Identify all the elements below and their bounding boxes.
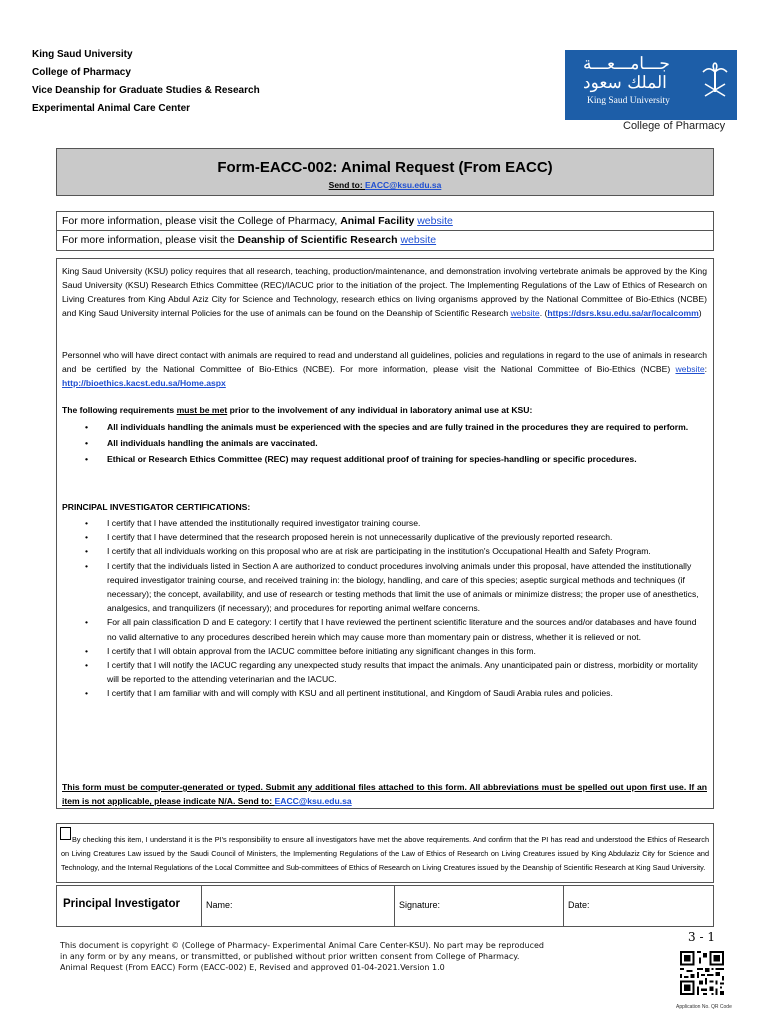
bullet-icon: • [85, 518, 89, 528]
policy-website-link[interactable]: website [510, 308, 540, 318]
certification-text: I certify that I will obtain approval from the IACUC committee before initiating any significant changes in this form. [107, 645, 536, 656]
header-line-deanship: Vice Deanship for Graduate Studies & Research [32, 85, 260, 96]
ksu-logo-arabic-line1: جـــامـــعـــة [583, 54, 670, 74]
certification-text: I certify that I am familiar with and will comply with KSU and all pertinent institutional, and Kingdom of Saudi Arabia rules and policies. [107, 688, 613, 699]
info-row-animal-facility [57, 212, 713, 231]
form-title-box [56, 148, 714, 196]
qr-caption: Application No. QR Code [676, 1004, 732, 1010]
requirements-list [85, 419, 705, 467]
name-label: Name: [206, 900, 233, 910]
bioethics-url-link[interactable]: http://bioethics.kacst.edu.sa/Home.aspx [62, 378, 226, 388]
ksu-logo-english: King Saud University [587, 96, 670, 106]
personnel-paragraph [62, 348, 707, 390]
date-field[interactable] [564, 886, 712, 926]
list-item [85, 516, 703, 530]
info-row1-prefix: For more information, please visit the College of Pharmacy, [62, 215, 341, 227]
acknowledgement-box [56, 823, 714, 883]
acknowledgement-text: By checking this item, I understand it is the PI's responsibility to ensure all investigators have met the above requirements. And confirm that the PI has read and understood the Ethics of Research on Living Creatures Law issued by the Saudi Council of Ministers, the Implementing Regulations of the Law of Ethics of Research on Living Creatures issued by King Abdulaziz City for Science and Technology, and the Internal Regulations of the Local Committee and Sub-committees of Ethics of Research on Living Creatures issued by the Deanship of Scientific Research at King Saud University. [61, 835, 709, 873]
send-to-email-link[interactable]: EACC@ksu.edu.sa [365, 180, 442, 190]
ksu-logo-arabic-line2: الملك سعود [583, 73, 667, 93]
policy-paragraph-text: King Saud University (KSU) policy requires that all research, teaching, production/maintenance, and demonstration involving vertebrate animals be approved by the King Saud University (KSU) Research Ethics Committee (REC)/IACUC prior to the initiation of the project. The Implementing Regulations of the Law of Ethics of Research on Living Creatures from King Abdul Aziz City for Science and Technology, research ethics on living organisms approved by the National Committee of Bio-Ethics (NCBE) and King Saud University internal Policies for the use of animals can be found on the Deanship of Scientific Research [62, 266, 707, 318]
signature-label: Signature: [399, 900, 441, 910]
copyright-line-3: Animal Request (From EACC) Form (EACC-002) E, Revised and approved 01-04-2021.Version 1.0 [60, 963, 445, 972]
list-item [85, 644, 703, 658]
list-item [85, 559, 703, 616]
bullet-icon: • [85, 660, 89, 671]
ksu-logo [565, 50, 737, 120]
info-links-box [56, 211, 714, 251]
list-item [85, 419, 705, 435]
copyright-line-2: in any form or by any means, or transmitted, or published without prior written consent from College of Pharmacy. [60, 952, 520, 961]
req-heading-underline: must be met [176, 405, 228, 415]
pi-certifications-heading: PRINCIPAL INVESTIGATOR CERTIFICATIONS: [62, 502, 251, 512]
animal-facility-website-link[interactable]: website [417, 215, 453, 227]
pi-label-cell [57, 886, 202, 926]
bullet-icon: • [85, 546, 89, 557]
bullet-icon: • [85, 532, 89, 543]
submission-note-text: This form must be computer-generated or typed. Submit any additional files attached to this form. All abbreviations must be spelled out upon first use. If an item is not applicable, please indicate N/A. Send to: [62, 782, 707, 806]
pi-label: Principal Investigator [63, 898, 180, 910]
policy-end-punct: ) [698, 308, 702, 318]
bullet-icon: • [85, 645, 89, 656]
list-item [85, 686, 703, 700]
header-line-center: Experimental Animal Care Center [32, 103, 191, 114]
date-label: Date: [568, 900, 590, 910]
req-heading-pre: The following requirements [62, 405, 177, 415]
send-to-label: Send to: [328, 180, 366, 190]
copyright-notice [60, 940, 620, 973]
bullet-icon: • [85, 438, 89, 448]
certifications-list [85, 516, 703, 701]
info-row2-prefix: For more information, please visit the [62, 234, 238, 246]
page-number: 3 - 1 [688, 930, 715, 944]
copyright-line-1: This document is copyright © (College of Pharmacy- Experimental Animal Care Center-KSU). No part may be reproduced [60, 941, 544, 950]
bullet-icon: • [85, 422, 89, 432]
policy-mid-punct: . ( [539, 308, 548, 318]
list-item [85, 544, 703, 558]
list-item [85, 435, 705, 451]
college-of-pharmacy-logo: College of Pharmacy [623, 120, 726, 132]
qr-code-icon [680, 951, 724, 995]
signature-field[interactable] [395, 886, 564, 926]
requirement-text: All individuals handling the animals are vaccinated. [107, 438, 318, 448]
certification-text: I certify that the individuals listed in Section A are authorized to conduct procedures involving animals under this proposal, have attended the institutionally required investigator training course, and received training in: the biology, handling, and care of this species; aseptic surgical methods and techniques (if necessary); the concept, availability, and use of research or testing methods that limit the use of animals or minimize distress; the proper use of anesthetics, analgesics, and tranquilizers (if necessary); and procedures for reporting animal welfare concerns. [107, 560, 699, 614]
certification-text: I certify that all individuals working on this proposal who are at risk are participating in the institution's Occupational Health and Safety Program. [107, 546, 651, 557]
bullet-icon: • [85, 454, 89, 464]
req-heading-post: prior to the involvement of any individual in laboratory animal use at KSU: [227, 405, 533, 415]
signature-table [56, 885, 714, 927]
policy-paragraph [62, 264, 707, 320]
certification-text: For all pain classification D and E category: I certify that I have reviewed the pertinent scientific literature and the sources and/or databases and have found no valid alternative to any procedures described herein which may cause more than momentary pain or distress, whether it is relieved or not. [107, 617, 697, 642]
header-line-university: King Saud University [32, 49, 133, 60]
certification-text: I certify that I have attended the institutionally required investigator training course. [107, 518, 421, 528]
submission-email-link[interactable]: EACC@ksu.edu.sa [274, 796, 352, 806]
info-row2-bold: Deanship of Scientific Research [237, 234, 398, 246]
policy-box [56, 258, 714, 809]
ksu-logo-arabic [583, 55, 670, 93]
info-row-deanship [57, 231, 713, 249]
dsrs-url-link[interactable]: https://dsrs.ksu.edu.sa/ar/localcomm [547, 308, 699, 318]
certification-text: I certify that I will notify the IACUC regarding any unexpected study results that impact the animals. Any unanticipated pain or distress, morbidity or mortality will be reported to the attending veterinarian and the IACUC. [107, 660, 698, 685]
deanship-website-link[interactable]: website [400, 234, 437, 246]
certification-text: I certify that I have determined that the research proposed herein is not unnecessarily duplicative of the previously reported research. [107, 532, 613, 543]
personnel-paragraph-text: Personnel who will have direct contact with animals are required to read and understand all guidelines, policies and regulations in regard to the use of animals in research and be certified by the National Committee of Bio-Ethics (NCBE). For more information, please visit the National Committee of Bio-Ethics (NCBE) [62, 350, 707, 374]
personnel-colon: : [704, 364, 707, 374]
requirement-text: All individuals handling the animals must be experienced with the species and are fully trained in the procedures they are required to perform. [107, 422, 689, 432]
palm-emblem-icon [701, 62, 729, 98]
list-item [85, 615, 703, 643]
list-item [85, 451, 705, 467]
list-item [85, 530, 703, 544]
send-to-line [57, 180, 713, 190]
bullet-icon: • [85, 688, 89, 699]
requirements-heading [62, 405, 532, 415]
info-row1-bold: Animal Facility [340, 215, 415, 227]
ncbe-website-link[interactable]: website [675, 364, 705, 374]
requirement-text: Ethical or Research Ethics Committee (REC) may request additional proof of training for species-handling or specific procedures. [107, 454, 637, 464]
acknowledgement-checkbox[interactable] [60, 827, 71, 840]
header-line-college: College of Pharmacy [32, 67, 131, 78]
list-item [85, 658, 703, 686]
name-field[interactable] [202, 886, 395, 926]
bullet-icon: • [85, 560, 89, 571]
submission-note [62, 780, 707, 808]
institution-header [32, 46, 260, 118]
bullet-icon: • [85, 617, 89, 628]
form-title: Form-EACC-002: Animal Request (From EACC) [217, 159, 553, 176]
